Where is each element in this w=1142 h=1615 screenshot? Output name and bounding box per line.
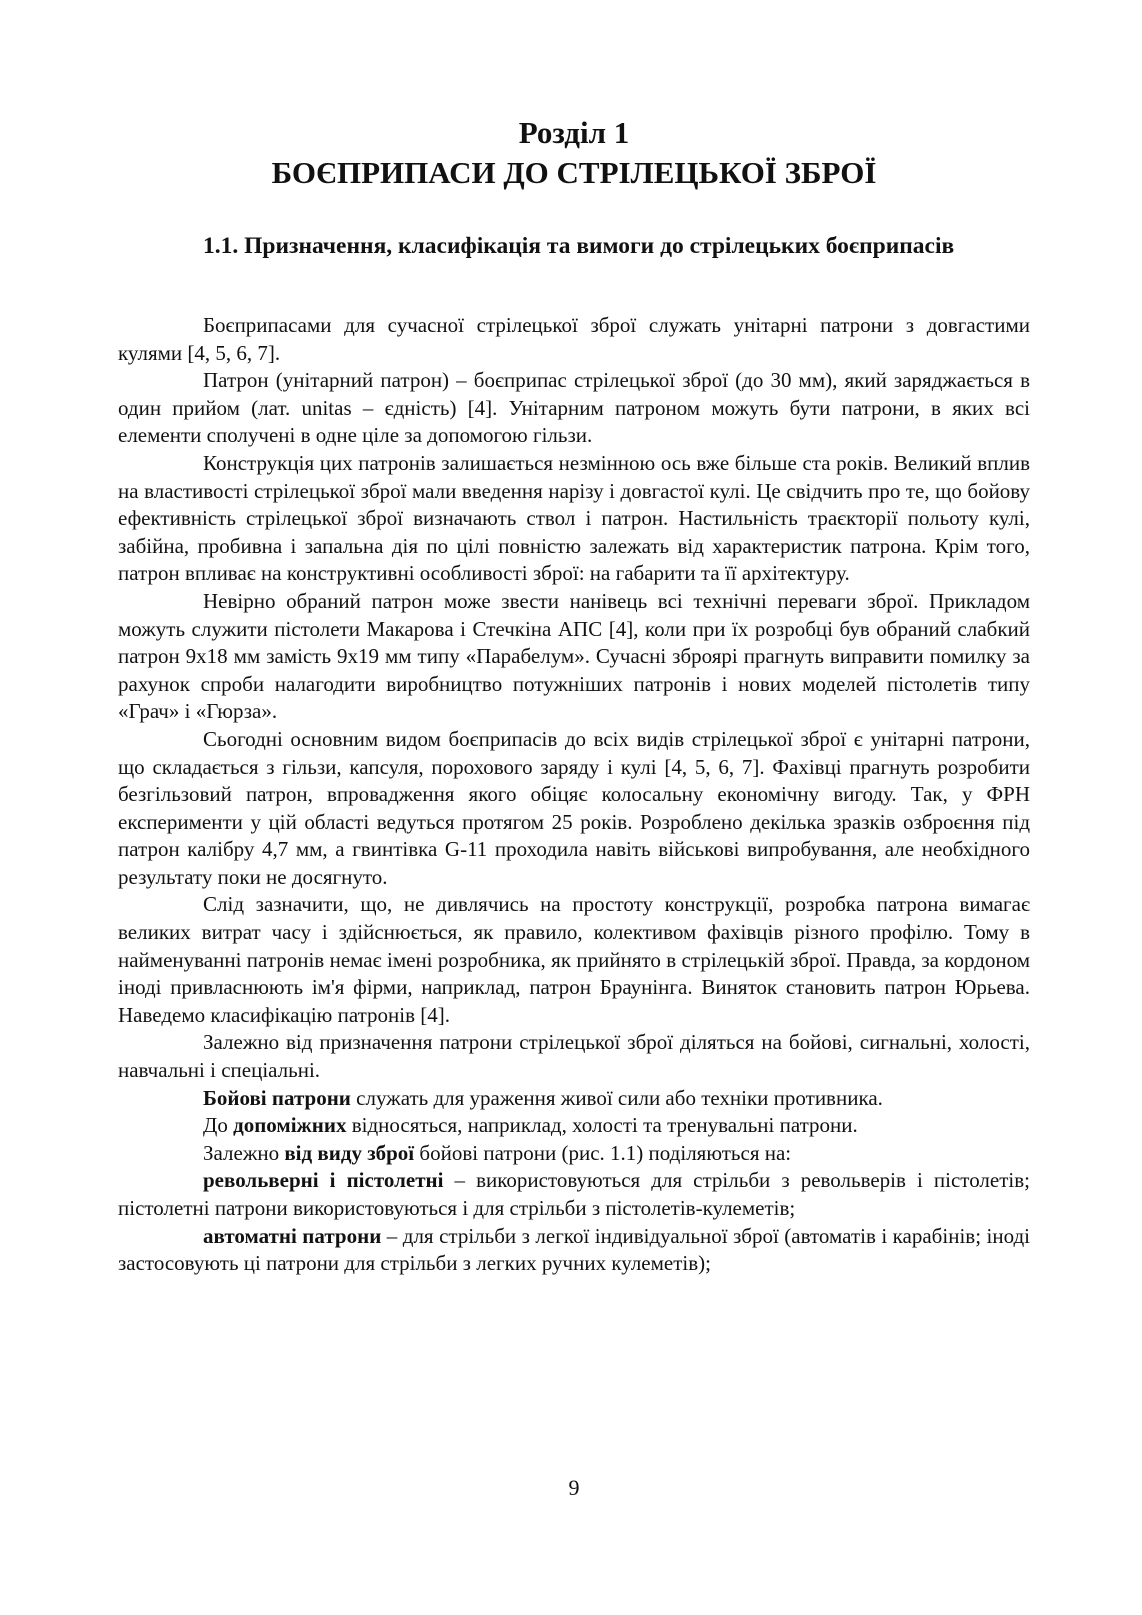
paragraph (118, 1140, 1030, 1168)
paragraph-text: До (203, 1113, 234, 1138)
paragraph-text: відносяться, наприклад, холості та тренувальні патрони. (346, 1113, 858, 1138)
paragraph (118, 1167, 1030, 1222)
paragraph: Сьогодні основним видом боєприпасів до всіх видів стрілецької зброї є унітарні патрони, що складається з гільзи, капсуля, порохового заряду і кулі [4, 5, 6, 7]. Фахівці прагнуть розробити безгільзовий патрон, впровадження якого обіцяє колосальну економічну вигоду. Так, у ФРН експерименти у цій області ведуться протягом 25 років. Розроблено декілька зразків озброєння під патрон калібру 4,7 мм, а гвинтівка G-11 проходила навіть військові випробування, але необхідного результату поки не досягнуто. (118, 726, 1030, 889)
body-text (118, 312, 1030, 1278)
paragraph: Залежно від призначення патрони стрілецької зброї діляться на бойові, сигнальні, холості, навчальні і спеціальні. (118, 1030, 1030, 1083)
paragraph: Слід зазначити, що, не дивлячись на простоту конструкції, розробка патрона вимагає великих витрат часу і здійснюється, як правило, колективом фахівців різного профілю. Тому в найменуванні патронів немає імені розробника, як прийнято в стрілецькій зброї. Правда, за кордоном іноді привласнюють ім'я фірми, наприклад, патрон Браунінга. Виняток становить патрон Юрьева. Наведемо класифікацію патронів [4]. (118, 892, 1030, 1027)
paragraph-text: Залежно (203, 1140, 285, 1165)
paragraph: Боєприпасами для сучасної стрілецької зброї служать унітарні патрони з довгастими кулями [4, 5, 6, 7]. (118, 313, 1030, 365)
paragraph: Невірно обраний патрон може звести нанівець всі технічні переваги зброї. Прикладом можуть служити пістолети Макарова і Стечкіна АПС [4], коли при їх розробці був обраний слабкий патрон 9х18 мм замість 9х19 мм типу «Парабелум». Сучасні зброярі прагнуть виправити помилку за рахунок спроби налагодити виробництво потужніших патронів і нових моделей пістолетів типу «Грач» і «Гюрза». (118, 588, 1030, 724)
paragraph-text: – для стрільби з легкої індивідуальної зброї (автоматів і карабінів; іноді застосовують ці патрони для стрільби з легких ручних кулеметів); (118, 1223, 1030, 1276)
bold-term: револьверні і пістолетні (203, 1168, 444, 1193)
bold-term: від виду зброї (284, 1140, 415, 1165)
paragraph-text: служать для ураження живої сили або техніки противника. (350, 1085, 883, 1110)
chapter-number: Розділ 1 (518, 115, 630, 150)
chapter-heading (118, 113, 1030, 193)
bold-term: Бойові патрони (203, 1085, 351, 1110)
paragraph-text: – використовуються для стрільби з револьверів і пістолетів; пістолетні патрони використовуються і для стрільби з пістолетів-кулеметів; (118, 1168, 1030, 1220)
page-number: 9 (568, 1475, 580, 1500)
paragraph (118, 1223, 1030, 1278)
bold-term: допоміжних (233, 1113, 347, 1138)
paragraph (118, 1112, 1030, 1140)
chapter-title: БОЄПРИПАСИ ДО СТРІЛЕЦЬКОЇ ЗБРОЇ (271, 155, 877, 190)
bold-term: автоматні патрони (203, 1223, 382, 1248)
section-heading: 1.1. Призначення, класифікація та вимоги до стрілецьких боєприпасів (203, 233, 955, 259)
paragraph (118, 1085, 1030, 1113)
document-page (118, 0, 1030, 1615)
paragraph-text: бойові патрони (рис. 1.1) поділяються на: (414, 1140, 792, 1165)
paragraph: Конструкція цих патронів залишається незмінною ось вже більше ста років. Великий вплив на властивості стрілецької зброї мали введення нарізу і довгастої кулі. Це свідчить про те, що бойову ефективність стрілецької зброї визначають ствол і патрон. Настильність траєкторії польоту кулі, забійна, пробивна і запальна дія по цілі повністю залежать від характеристик патрона. Крім того, патрон впливає на конструктивні особливості зброї: на габарити та її архітектуру. (118, 450, 1030, 586)
paragraph: Патрон (унітарний патрон) – боєприпас стрілецької зброї (до 30 мм), який заряджається в один прийом (лат. unitas – єдність) [4]. Унітарним патроном можуть бути патрони, в яких всі елементи сполучені в одне ціле за допомогою гільзи. (118, 368, 1030, 448)
